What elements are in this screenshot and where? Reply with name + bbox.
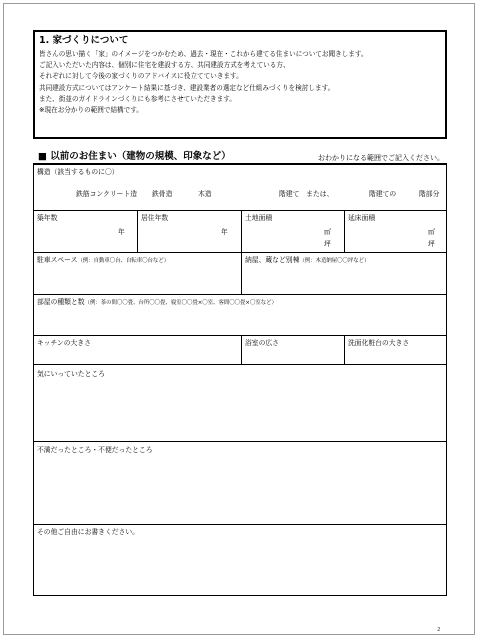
- row-divider: [34, 252, 446, 253]
- parking-example: （例：自動車〇台、自転車〇台など）: [77, 258, 170, 264]
- floor-area-unit-m2: ㎡: [428, 228, 435, 236]
- rooms-label: [37, 298, 277, 308]
- parking-label-text: 駐車スペース: [37, 256, 78, 264]
- storage-example: （例：木造納屋〇〇坪など）: [299, 258, 370, 264]
- section-header: ■ 以前のお住まい（建物の規模、印象など）: [38, 151, 231, 162]
- structure-option-rc[interactable]: 鉄筋コンクリート造: [76, 190, 138, 198]
- col-divider: [344, 210, 345, 252]
- vanity-size-label: 洗面化粧台の大きさ: [348, 339, 410, 347]
- row-divider: [34, 364, 446, 365]
- intro-box: [33, 30, 447, 139]
- structure-option-steel[interactable]: 鉄骨造: [152, 190, 173, 198]
- floors-label-2: 階建ての: [369, 190, 397, 198]
- building-age-unit: 年: [118, 228, 125, 236]
- intro-line: また、街並のガイドラインづくりにも参考にさせていただきます。: [39, 94, 236, 103]
- land-area-label: 土地面積: [245, 214, 273, 222]
- intro-line: それぞれに対して今後の家づくりのアドバイスに役立てていきます。: [39, 72, 243, 81]
- col-divider: [344, 335, 345, 364]
- intro-line: 皆さんの思い描く「家」のイメージをつかむため、過去・現在・これから建てる住まいについてお聞きします。: [39, 50, 368, 58]
- intro-line: ご記入いただいた内容は、個別に住宅を建設する方、共同建設方式を考えている方、: [39, 61, 290, 70]
- other-comments-label: その他ご自由にお書きください。: [37, 528, 139, 536]
- kitchen-size-label: キッチンの大きさ: [37, 339, 91, 347]
- residence-form: [33, 163, 447, 596]
- row-divider: [34, 441, 446, 442]
- residence-years-label: 居住年数: [141, 214, 169, 222]
- floor-part-label: 階部分: [419, 190, 440, 198]
- dissatisfied-points-label: 不満だったところ・不便だったところ: [37, 446, 153, 454]
- liked-points-label: 気にいっていたところ: [37, 370, 105, 378]
- page-number: 2: [437, 627, 441, 633]
- rooms-example: （例：茶の間〇〇畳、台所〇〇畳、寝室〇〇畳×〇室、客間〇〇畳×〇室など）: [84, 300, 277, 306]
- row-divider: [34, 524, 446, 525]
- intro-line: ※現在お分かりの範囲で結構です。: [39, 106, 143, 115]
- floor-area-unit-tsubo: 坪: [428, 240, 435, 248]
- parking-label: [37, 256, 169, 266]
- land-area-unit-m2: ㎡: [324, 228, 331, 236]
- col-divider: [241, 335, 242, 364]
- section-note: おわかりになる範囲でご記入ください。: [318, 154, 444, 162]
- floor-area-label: 延床面積: [348, 214, 376, 222]
- structure-label: 構造（該当するものに〇）: [37, 168, 119, 176]
- land-area-unit-tsubo: 坪: [324, 240, 331, 248]
- row-divider: [34, 210, 446, 211]
- rooms-label-text: 部屋の種類と数: [37, 298, 85, 306]
- storage-label-text: 納屋、蔵など別棟: [245, 256, 300, 264]
- residence-years-unit: 年: [221, 228, 228, 236]
- structure-option-wood[interactable]: 木造: [198, 190, 212, 198]
- intro-line: 共同建設方式についてはアンケート結果に基づき、建設業者の選定など仕組みづくりを検討します。: [39, 83, 335, 92]
- storage-label: [245, 256, 369, 266]
- intro-title: 1. 家づくりについて: [39, 35, 129, 46]
- bath-size-label: 浴室の広さ: [245, 339, 279, 347]
- col-divider: [241, 210, 242, 294]
- row-divider: [34, 335, 446, 336]
- building-age-label: 築年数: [37, 214, 58, 222]
- col-divider: [137, 210, 138, 252]
- row-divider: [34, 294, 446, 295]
- floors-label: 階建て または、: [279, 190, 334, 198]
